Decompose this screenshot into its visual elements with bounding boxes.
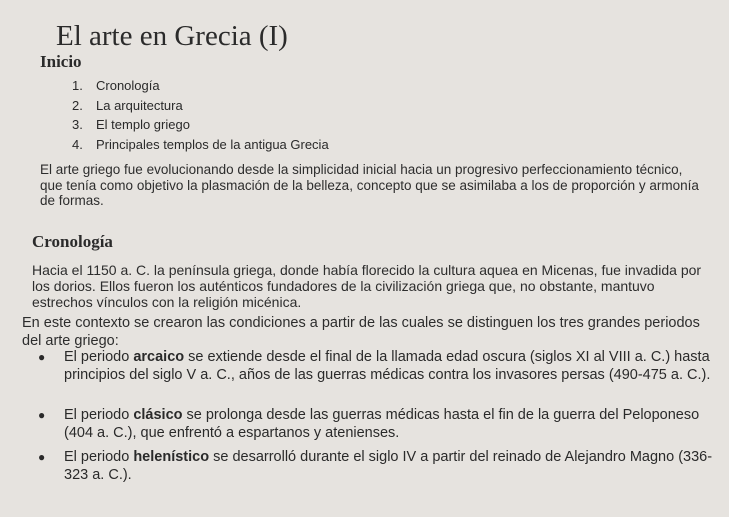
cronologia-paragraph-1: Hacia el 1150 a. C. la península griega, donde había florecido la cultura aquea en Micenas, fue invadida por los dorios. Ellos fueron los auténticos fundadores de la civilización griega que, no obstante, mantuvo estrechos vínculos con la religión micénica. (32, 262, 702, 310)
section-heading-inicio: Inicio (40, 52, 82, 71)
list-item (38, 448, 718, 488)
toc-item-label: Principales templos de la antigua Grecia (96, 136, 329, 152)
toc-item-label: Cronología (96, 78, 160, 93)
toc-item-number: 1. (72, 78, 83, 93)
list-item-text-pre: El periodo (64, 349, 134, 365)
list-item-term: clásico (133, 407, 183, 423)
toc-item-label: La arquitectura (96, 97, 183, 113)
toc-item-number: 3. (72, 117, 83, 132)
list-item-text-pre: El periodo (64, 407, 134, 423)
list-item (38, 348, 718, 406)
list-item-term: arcaico (133, 349, 185, 365)
list-item (38, 406, 718, 448)
list-item-text-post: se desarrolló durante el siglo IV a partir del reinado de Alejandro Magno (336-323 a. C.). (64, 449, 713, 483)
toc-item[interactable] (72, 96, 329, 116)
table-of-contents (72, 76, 329, 154)
toc-item[interactable] (72, 135, 329, 155)
toc-item[interactable] (72, 115, 329, 135)
list-item-text-post: se prolonga desde las guerras médicas hasta el fin de la guerra del Peloponeso (404 a. C.), que enfrentó a espartanos y atenienses. (64, 407, 700, 441)
toc-item[interactable] (72, 76, 329, 96)
toc-item-label: El templo griego (96, 117, 190, 132)
list-item-text-pre: El periodo (64, 449, 134, 465)
list-item-term: helenístico (133, 449, 210, 465)
bullet-icon: ● (38, 350, 46, 364)
page-title: El arte en Grecia (I) (56, 20, 288, 52)
toc-item-number: 2. (72, 97, 83, 113)
section-heading-cronologia: Cronología (32, 232, 113, 251)
cronologia-paragraph-2: En este contexto se crearon las condiciones a partir de las cuales se distinguen los tres grandes periodos del arte griego: (22, 315, 700, 349)
toc-item-number: 4. (72, 136, 83, 152)
intro-paragraph: El arte griego fue evolucionando desde la simplicidad inicial hacia un progresivo perfeccionamiento técnico, que tenía como objetivo la plasmación de la belleza, concepto que se asimilaba a los de proporción y armonía de formas. (40, 162, 699, 208)
bullet-icon: ● (38, 450, 46, 464)
bullet-icon: ● (38, 408, 46, 422)
list-item-text-post: se extiende desde el final de la llamada edad oscura (siglos XI al VIII a. C.) hasta principios del siglo V a. C., años de las guerras médicas contra los invasores persas (490-475 a. C.). (64, 349, 711, 383)
periods-list (38, 348, 718, 488)
